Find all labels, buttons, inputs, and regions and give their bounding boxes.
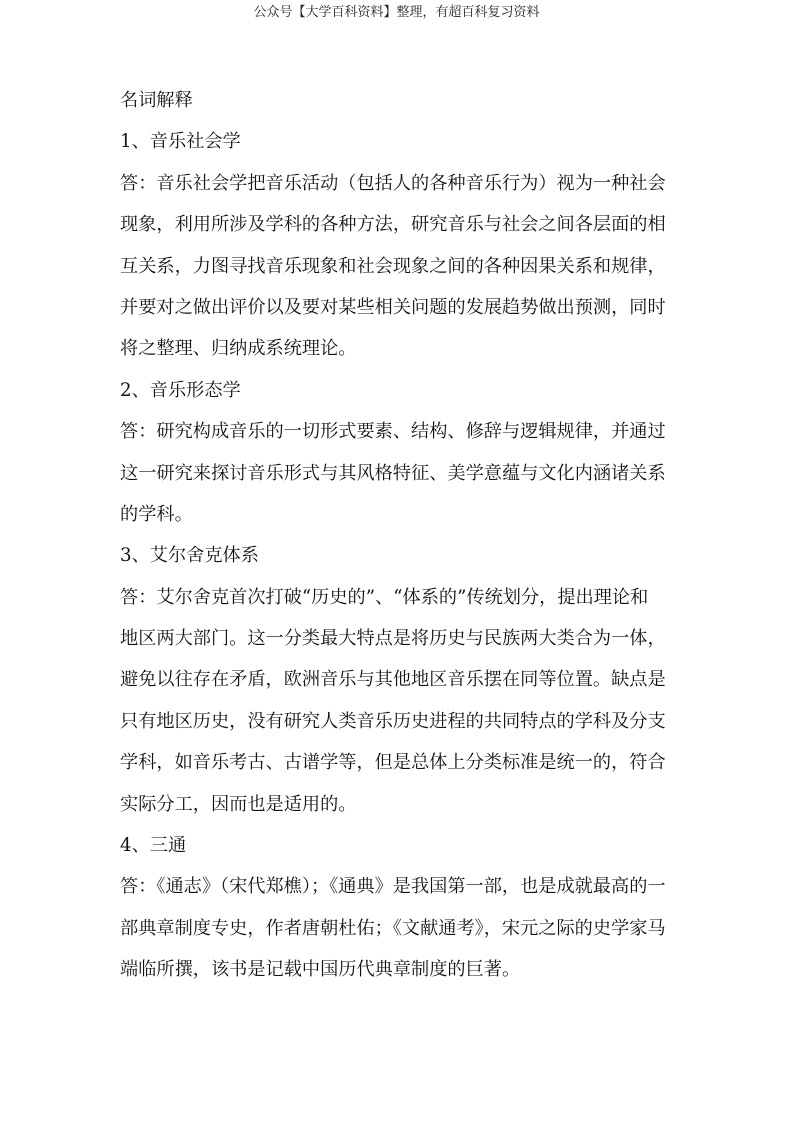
sections — [120, 121, 690, 990]
answer-line: 只有地区历史，没有研究人类音乐历史进程的共同特点的学科及分支 — [120, 710, 666, 732]
answer-line: 将之整理、归纳成系统理论。 — [120, 338, 357, 360]
answer-line: 答：《通志》（宋代郑樵）；《通典》是我国第一部，也是成就最高的一 — [120, 876, 666, 898]
term-heading: 3、艾尔舍克体系 — [120, 545, 259, 567]
answer-line: 答：研究构成音乐的一切形式要素、结构、修辞与逻辑规律，并通过 — [120, 421, 666, 443]
answer-line: 现象，利用所涉及学科的各种方法，研究音乐与社会之间各层面的相 — [120, 214, 666, 236]
answer-line: 答：艾尔舍克首次打破“历史的”、“体系的”传统划分，提出理论和 — [120, 586, 649, 608]
answer-line: 地区两大部门。这一分类最大特点是将历史与民族两大类合为一体， — [120, 628, 666, 650]
answer-line: 部典章制度专史，作者唐朝杜佑；《文献通考》，宋元之际的史学家马 — [120, 917, 666, 939]
term-heading: 4、三通 — [120, 835, 187, 857]
answer-line: 并要对之做出评价以及要对某些相关问题的发展趋势做出预测，同时 — [120, 296, 666, 318]
answer-line: 端临所撰，该书是记载中国历代典章制度的巨著。 — [120, 959, 521, 981]
term-section — [120, 121, 690, 369]
page-header: 公众号【大学百科资料】整理，有超百科复习资料 — [253, 5, 540, 20]
term-heading: 2、音乐形态学 — [120, 379, 241, 401]
document-title: 名词解释 — [120, 90, 193, 111]
answer-line: 避免以往存在矛盾，欧洲音乐与其他地区音乐摆在同等位置。缺点是 — [120, 669, 666, 691]
document-body — [120, 80, 690, 991]
answer-line: 这一研究来探讨音乐形式与其风格特征、美学意蕴与文化内涵诸关系 — [120, 462, 666, 484]
term-section — [120, 825, 690, 991]
term-heading: 1、音乐社会学 — [120, 131, 241, 153]
term-section — [120, 370, 690, 536]
answer-line: 答：音乐社会学把音乐活动（包括人的各种音乐行为）视为一种社会 — [120, 172, 666, 194]
answer-line: 学科，如音乐考古、古谱学等，但是总体上分类标准是统一的，符合 — [120, 752, 666, 774]
answer-line: 实际分工，因而也是适用的。 — [120, 793, 357, 815]
answer-line: 互关系，力图寻找音乐现象和社会现象之间的各种因果关系和规律， — [120, 255, 666, 277]
answer-line: 的学科。 — [120, 503, 193, 525]
term-section — [120, 535, 690, 825]
